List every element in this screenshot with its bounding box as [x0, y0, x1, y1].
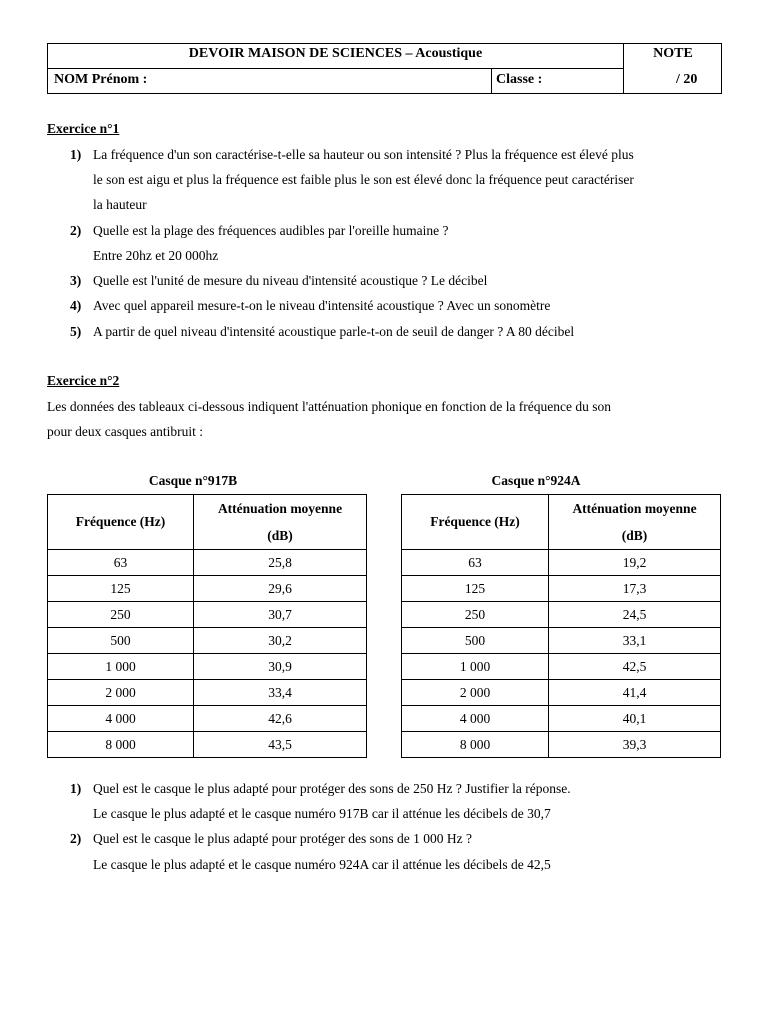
answer-line: Entre 20hz et 20 000hz: [93, 248, 219, 263]
table-cell: 30,7: [194, 602, 367, 628]
question-number: 1): [70, 781, 82, 796]
table-cell: 8 000: [402, 732, 549, 758]
exercise-1-title: Exercice n°1: [47, 121, 120, 136]
table-917b: [47, 494, 367, 758]
header-box: [47, 43, 722, 94]
table-cell: 43,5: [194, 732, 367, 758]
answer-line: Le casque le plus adapté et le casque numéro 924A car il atténue les décibels de 42,5: [93, 857, 551, 872]
question-line: Quelle est l'unité de mesure du niveau d'intensité acoustique ? Le décibel: [93, 273, 488, 288]
table-row: [48, 628, 367, 654]
divider: [48, 68, 623, 69]
table-cell: 17,3: [549, 576, 721, 602]
table-cell: 25,8: [194, 550, 367, 576]
table-caption-924a: Casque n°924A: [491, 473, 581, 488]
table-row: [402, 654, 721, 680]
table-cell: 30,2: [194, 628, 367, 654]
table-row: [48, 576, 367, 602]
exercise-2-title: Exercice n°2: [47, 373, 120, 388]
table-cell: 1 000: [402, 654, 549, 680]
question-number: 1): [70, 147, 82, 162]
table-cell: 250: [402, 602, 549, 628]
question-line: la hauteur: [93, 197, 147, 212]
table-cell: 24,5: [549, 602, 721, 628]
table-row: [402, 732, 721, 758]
table-cell: 33,4: [194, 680, 367, 706]
table-cell: 2 000: [402, 680, 549, 706]
question-line: Quelle est la plage des fréquences audibles par l'oreille humaine ?: [93, 223, 449, 238]
table-row: [402, 602, 721, 628]
table-cell: 4 000: [48, 706, 194, 732]
table-cell: 2 000: [48, 680, 194, 706]
question-number: 2): [70, 223, 82, 238]
table-caption-917b: Casque n°917B: [148, 473, 238, 488]
column-header: Fréquence (Hz): [402, 495, 549, 550]
question-line: Quel est le casque le plus adapté pour protéger des sons de 250 Hz ? Justifier la réponse.: [93, 781, 571, 796]
question-number: 2): [70, 831, 82, 846]
table-cell: 4 000: [402, 706, 549, 732]
exercise-2-intro: pour deux casques antibruit :: [47, 424, 203, 439]
page-title: DEVOIR MAISON DE SCIENCES – Acoustique: [188, 46, 483, 61]
table-row: [402, 680, 721, 706]
question-number: 5): [70, 324, 82, 339]
table-row: [48, 602, 367, 628]
question-line: le son est aigu et plus la fréquence est faible plus le son est élevé donc la fréquence peut caractériser: [93, 172, 634, 187]
column-header-line: (dB): [267, 528, 293, 543]
question-number: 4): [70, 298, 82, 313]
table-924a: [401, 494, 721, 758]
table-cell: 1 000: [48, 654, 194, 680]
answer-line: Le casque le plus adapté et le casque numéro 917B car il atténue les décibels de 30,7: [93, 806, 551, 821]
question-number: 3): [70, 273, 82, 288]
name-label: NOM Prénom :: [54, 72, 148, 87]
table-cell: 250: [48, 602, 194, 628]
table-header-row: [48, 495, 367, 550]
table-header-row: [402, 495, 721, 550]
table-row: [48, 654, 367, 680]
note-label: NOTE: [653, 46, 693, 61]
table-cell: 30,9: [194, 654, 367, 680]
class-label: Classe :: [496, 72, 543, 87]
column-header: Fréquence (Hz): [48, 495, 194, 550]
table-cell: 125: [48, 576, 194, 602]
question-line: A partir de quel niveau d'intensité acoustique parle-t-on de seuil de danger ? A 80 décibel: [93, 324, 575, 339]
table-row: [48, 680, 367, 706]
table-cell: 42,5: [549, 654, 721, 680]
table-row: [402, 576, 721, 602]
column-header: [549, 495, 721, 550]
question-line: Quel est le casque le plus adapté pour protéger des sons de 1 000 Hz ?: [93, 831, 473, 846]
table-cell: 39,3: [549, 732, 721, 758]
table-cell: 125: [402, 576, 549, 602]
table-cell: 29,6: [194, 576, 367, 602]
table-row: [402, 706, 721, 732]
question-line: La fréquence d'un son caractérise-t-elle sa hauteur ou son intensité ? Plus la fréquence est élevé plus: [93, 147, 634, 162]
table-cell: 42,6: [194, 706, 367, 732]
table-cell: 19,2: [549, 550, 721, 576]
table-cell: 63: [402, 550, 549, 576]
table-row: [402, 628, 721, 654]
table-cell: 33,1: [549, 628, 721, 654]
table-cell: 40,1: [549, 706, 721, 732]
column-header: [194, 495, 367, 550]
table-cell: 500: [402, 628, 549, 654]
column-header-line: Atténuation moyenne: [572, 501, 697, 516]
table-cell: 63: [48, 550, 194, 576]
table-row: [48, 732, 367, 758]
table-cell: 41,4: [549, 680, 721, 706]
table-row: [402, 550, 721, 576]
table-row: [48, 706, 367, 732]
column-header-line: (dB): [621, 528, 648, 543]
table-cell: 500: [48, 628, 194, 654]
exercise-2-intro: Les données des tableaux ci-dessous indiquent l'atténuation phonique en fonction de la fréquence du son: [47, 399, 612, 414]
score: / 20: [676, 72, 698, 87]
divider: [491, 68, 492, 93]
table-row: [48, 550, 367, 576]
table-cell: 8 000: [48, 732, 194, 758]
question-line: Avec quel appareil mesure-t-on le niveau d'intensité acoustique ? Avec un sonomètre: [93, 298, 551, 313]
column-header-line: Atténuation moyenne: [217, 501, 343, 516]
